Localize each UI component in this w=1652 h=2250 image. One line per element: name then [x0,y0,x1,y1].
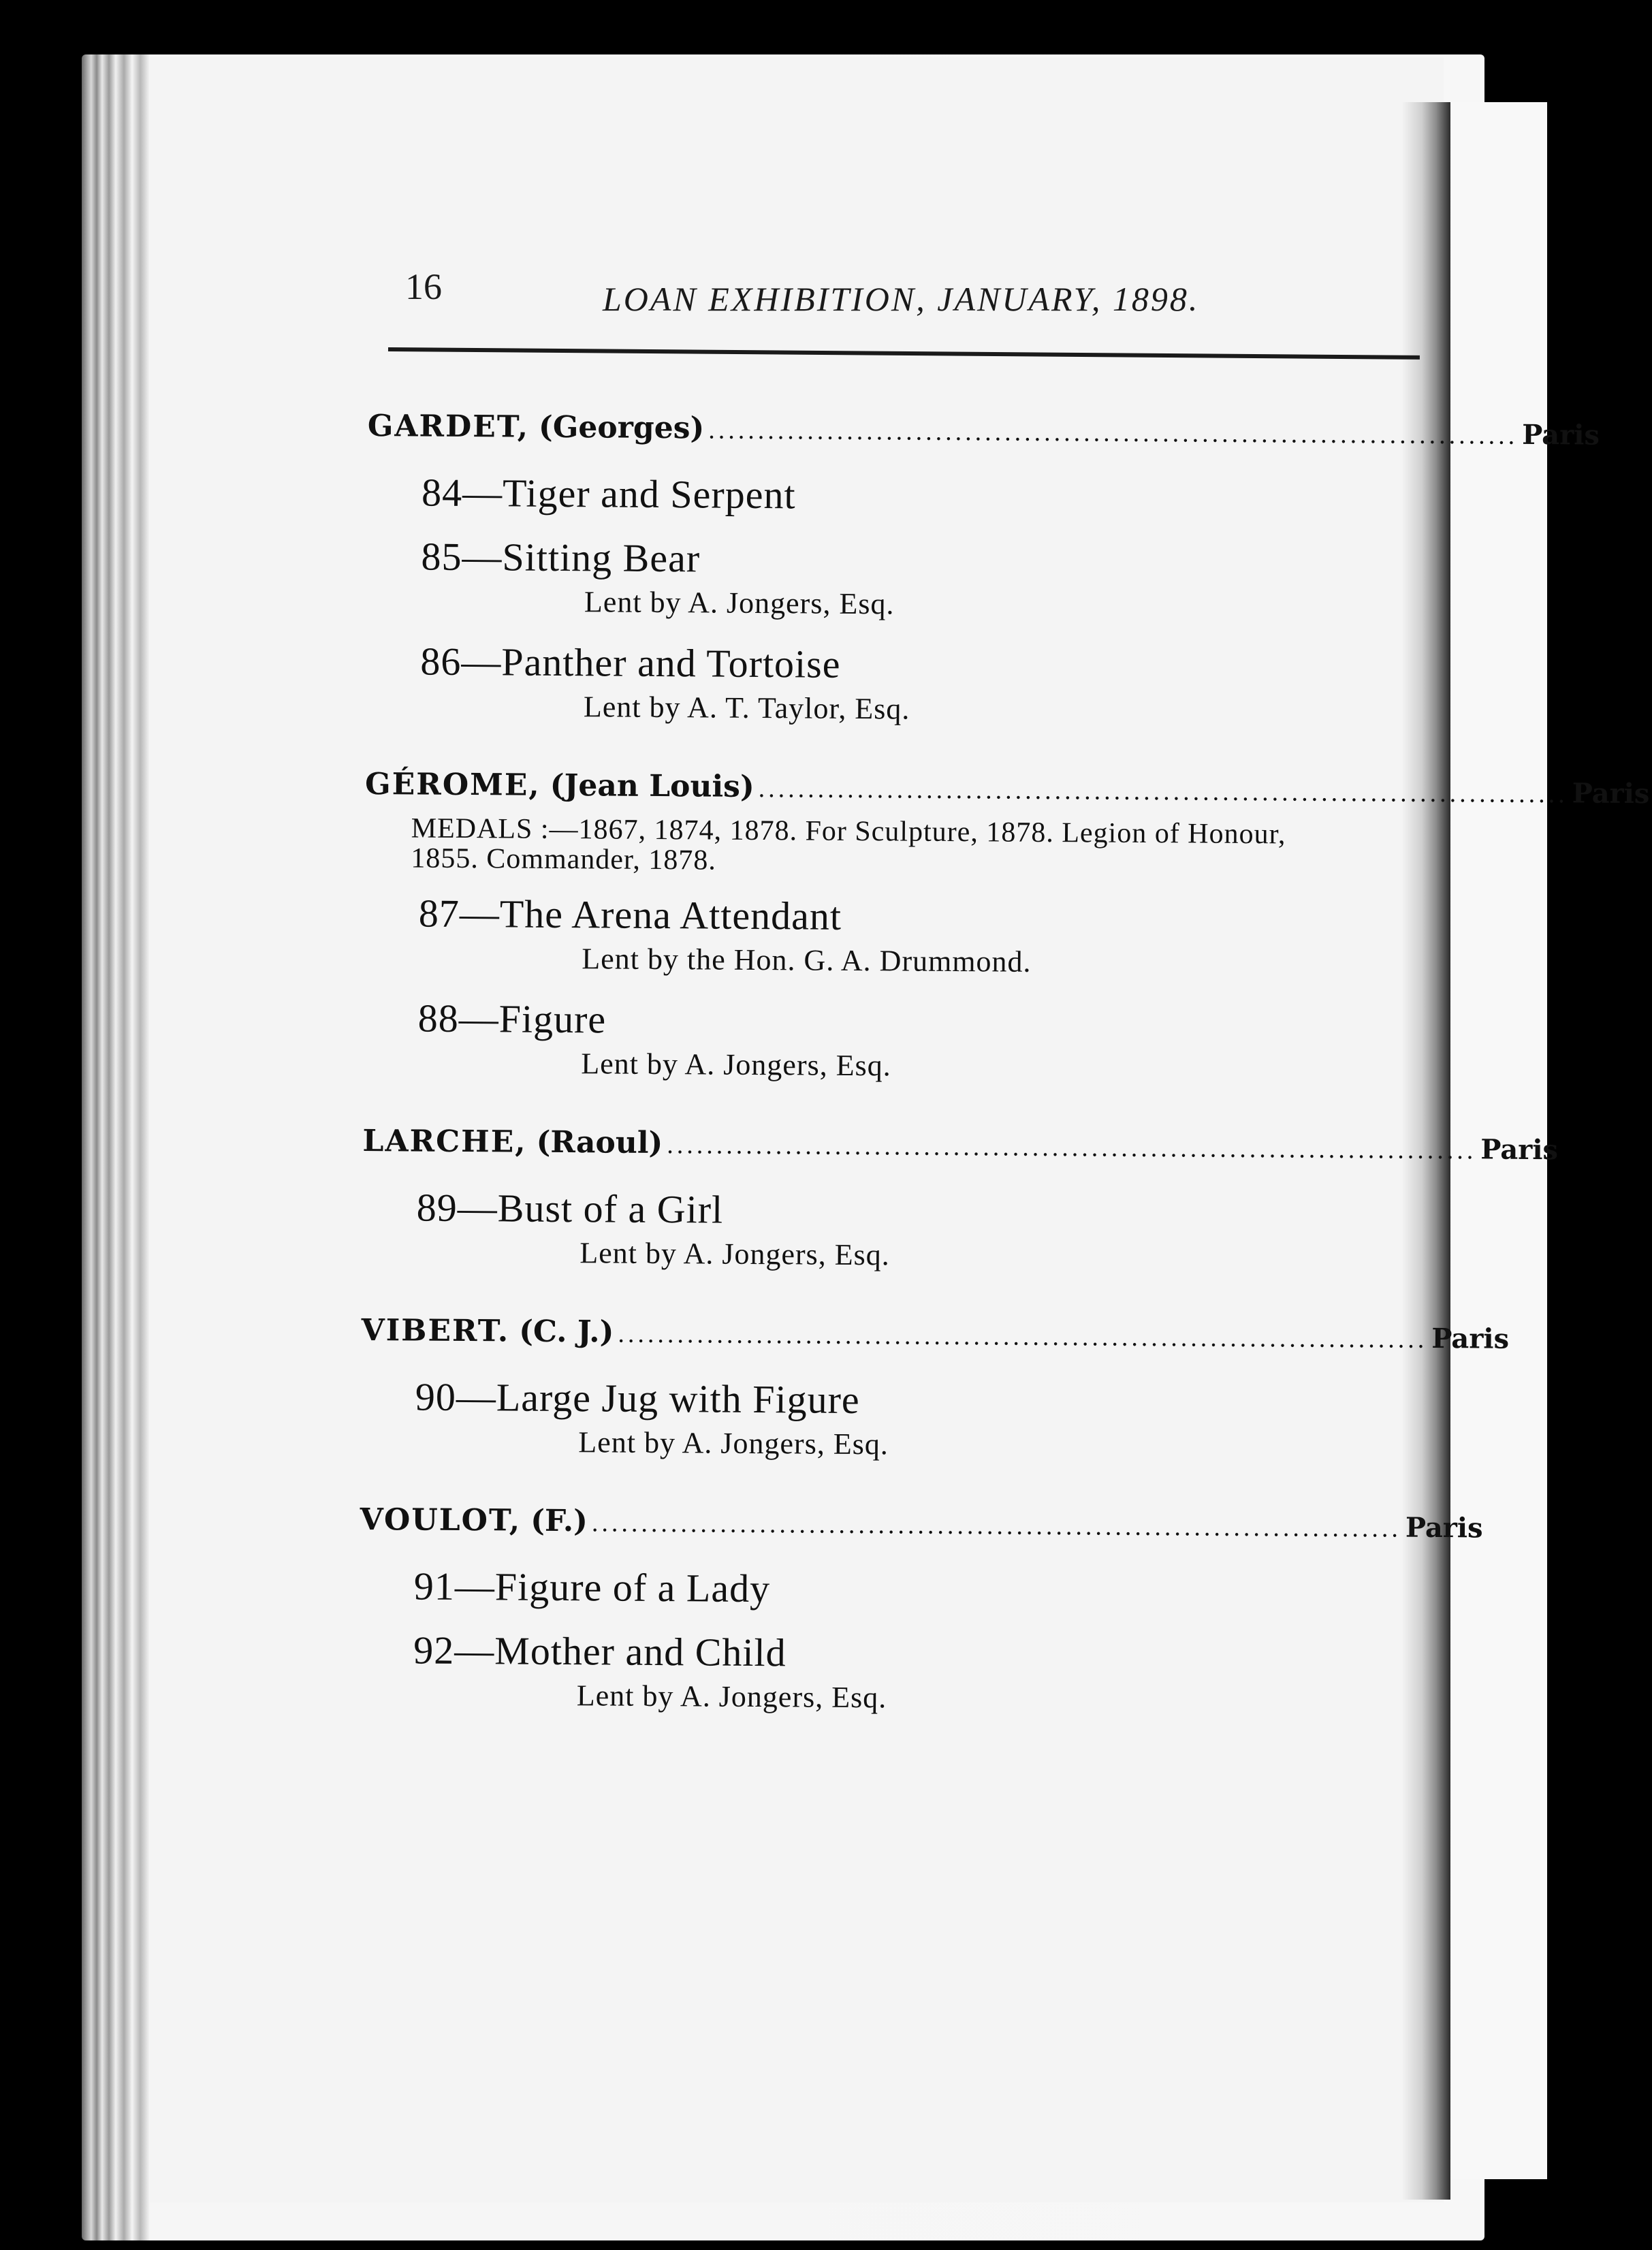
dot-leader: .................................................................................. [708,415,1519,450]
artist-entry-voulot [359,1502,1483,1722]
artist-surname: GÉROME, [364,766,541,803]
artist-medals: MEDALS :—1867, 1874, 1878. For Sculpture, 1878. Legion of Honour, 1855. Commander, 1878. [411,812,1286,876]
artist-surname: LARCHE, [362,1123,527,1160]
artist-given-name: (Raoul) [536,1124,663,1161]
page-number: 16 [405,266,442,307]
dot-leader: .................................................................................. [618,1319,1428,1354]
artist-heading [367,409,1600,459]
work-lender: Lent by A. Jongers, Esq. [578,1425,889,1461]
work-lender: Lent by A. Jongers, Esq. [581,1047,891,1083]
artist-entry-gardet [366,409,1600,733]
work-item: 89—Bust of a Girl [416,1185,724,1232]
artist-surname: VOULOT, [360,1502,522,1538]
artist-heading [362,1123,1559,1174]
work-item: 86—Panther and Tortoise [420,639,841,686]
work-item: 85—Sitting Bear [421,534,701,581]
artist-entry-larche [362,1123,1559,1279]
artist-entry-vibert [360,1312,1510,1468]
work-lender: Lent by A. Jongers, Esq. [584,585,895,621]
artist-surname: GARDET, [367,409,530,445]
artist-heading [360,1502,1483,1553]
artist-heading [361,1312,1510,1363]
artist-given-name: (Georges) [538,409,705,446]
artist-given-name: (Jean Louis) [550,767,754,804]
work-item: 84—Tiger and Serpent [421,470,796,518]
work-item: 91—Figure of a Lady [413,1564,771,1611]
artist-city: Paris [1480,1133,1559,1167]
artist-surname: VIBERT. [361,1312,510,1349]
dot-leader: .................................................................................. [667,1130,1477,1165]
artist-city: Paris [1405,1511,1483,1544]
artist-city: Paris [1522,418,1600,451]
work-item: 88—Figure [417,996,607,1042]
dot-leader: .................................................................................. [758,774,1568,809]
work-item: 90—Large Jug with Figure [415,1374,860,1423]
work-lender: Lent by A. Jongers, Esq. [576,1679,887,1715]
running-title: LOAN EXHIBITION, JANUARY, 1898. [603,280,1200,318]
catalogue-entries [358,409,1650,1762]
artist-city: Paris [1572,777,1650,810]
work-item: 87—The Arena Attendant [418,891,842,938]
work-item: 92—Mother and Child [413,1628,787,1675]
artist-city: Paris [1431,1322,1510,1355]
artist-given-name: (F.) [530,1503,588,1539]
artist-entry-gerome [363,766,1650,1090]
artist-given-name: (C. J.) [519,1314,614,1350]
work-lender: Lent by A. Jongers, Esq. [579,1236,890,1272]
artist-heading [364,766,1650,817]
dot-leader: .................................................................................. [591,1508,1402,1543]
page-header [405,266,1427,334]
work-lender: Lent by the Hon. G. A. Drummond. [582,942,1032,979]
work-lender: Lent by A. T. Taylor, Esq. [583,690,910,726]
